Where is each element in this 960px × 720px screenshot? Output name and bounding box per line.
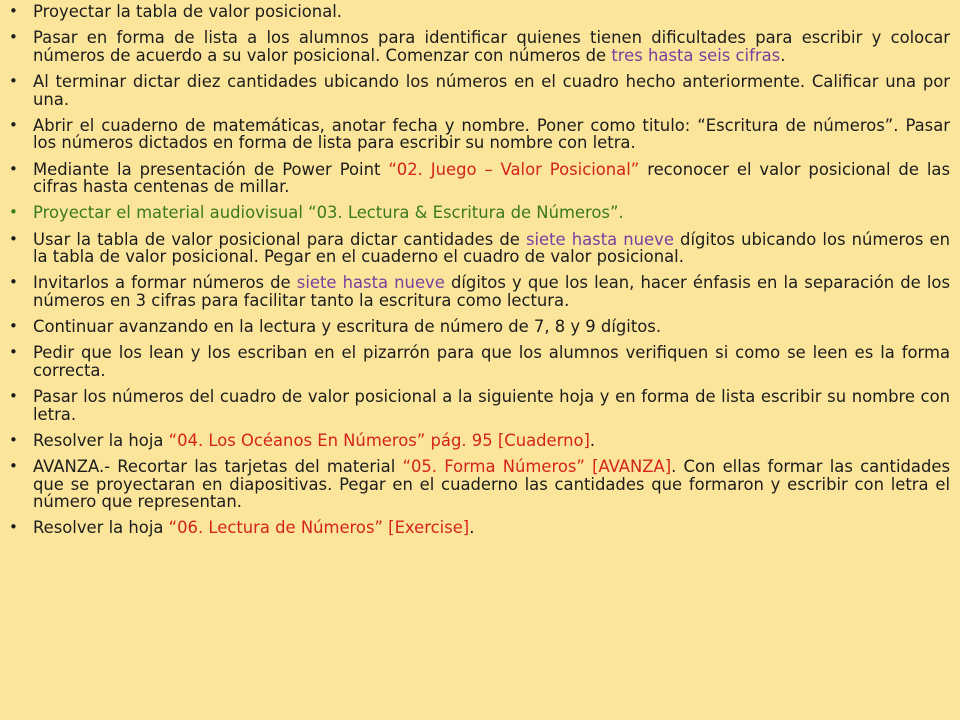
list-item: [8, 29, 950, 64]
list-item: [8, 388, 950, 423]
bullet-icon: •: [9, 203, 18, 222]
highlighted-text: siete hasta nueve: [525, 229, 674, 249]
list-item: [8, 73, 950, 108]
bullet-icon: •: [9, 387, 18, 406]
bullet-icon: •: [9, 159, 18, 178]
item-text: AVANZA.- Recortar las tarjetas del material: [33, 457, 403, 476]
list-item: [8, 161, 950, 196]
item-text: .: [469, 518, 475, 538]
highlighted-text: Proyectar el material audiovisual “03. Lectura & Escritura de Números”.: [33, 203, 624, 223]
item-text: Continuar avanzando en la lectura y escritura de número de 7, 8 y 9 dígitos.: [33, 317, 662, 337]
bullet-icon: •: [9, 2, 18, 20]
list-item: [8, 117, 950, 152]
item-text: Abrir el cuaderno de matemáticas, anotar fecha y nombre. Poner como titulo: “Escritura de números”. Pasar los números dictados en forma de lista para escribir su nombre con letra.: [33, 115, 950, 153]
item-text: Usar la tabla de valor posicional para dictar cantidades de: [33, 229, 526, 249]
item-text: Pasar en forma de lista a los alumnos para identificar quienes tienen dificultades para escribir y colocar números de acuerdo a su valor posicional. Comenzar con números de: [33, 28, 950, 65]
item-text: Mediante la presentación de Power Point: [33, 159, 389, 179]
highlighted-text: “02. Juego – Valor Posicional”: [388, 159, 640, 179]
bullet-icon: •: [9, 457, 18, 475]
item-text: .: [780, 45, 786, 65]
item-text: Proyectar la tabla de valor posicional.: [33, 2, 342, 21]
bullet-icon: •: [9, 430, 18, 449]
list-item: [8, 204, 950, 222]
bullet-icon: •: [9, 115, 18, 134]
list-item: [8, 519, 950, 537]
item-text: .: [589, 430, 596, 450]
highlighted-text: “06. Lectura de Números” [Exercise]: [168, 518, 470, 538]
item-text: Resolver la hoja: [33, 518, 169, 538]
item-text: Pedir que los lean y los escriban en el pizarrón para que los alumnos verifiquen si como se leen es la forma correcta.: [33, 343, 950, 380]
item-text: Pasar los números del cuadro de valor posicional a la siguiente hoja y en forma de lista escribir su nombre con letra.: [33, 387, 950, 424]
highlighted-text: siete hasta nueve: [296, 273, 445, 293]
item-text: . Con ellas formar las cantidades que se proyectaran en diapositivas. Pegar en el cuaderno las cantidades que formaron y escribir con letra el número que representan.: [33, 457, 950, 512]
bullet-icon: •: [9, 317, 18, 336]
bullet-icon: •: [9, 343, 18, 362]
item-text: dígitos y que los lean, hacer énfasis en la separación de los números en 3 cifras para facilitar tanto la escritura como lectura.: [33, 273, 950, 310]
highlighted-text: tres hasta seis cifras: [611, 45, 781, 65]
list-item: [8, 3, 950, 21]
item-text: reconocer el valor posicional de las cifras hasta centenas de millar.: [33, 159, 950, 197]
item-text: dígitos ubicando los números en la tabla de valor posicional. Pegar en el cuaderno el cuadro de valor posicional.: [33, 229, 950, 267]
item-text: Al terminar dictar diez cantidades ubicando los números en el cuadro hecho anteriormente. Calificar una por una.: [33, 71, 950, 109]
list-item: [8, 231, 950, 266]
highlighted-text: “05. Forma Números” [AVANZA]: [402, 457, 672, 476]
list-item: [8, 344, 950, 379]
list-item: [8, 318, 950, 336]
bullet-icon: •: [9, 71, 18, 90]
list-item: [8, 458, 950, 511]
bullet-icon: •: [9, 518, 18, 537]
item-text: Resolver la hoja: [33, 430, 169, 450]
list-item: [8, 432, 950, 450]
highlighted-text: “04. Los Océanos En Números” pág. 95 [Cuaderno]: [168, 430, 590, 450]
item-text: Invitarlos a formar números de: [33, 273, 297, 293]
list-item: [8, 274, 950, 309]
instruction-list: [8, 3, 950, 537]
bullet-icon: •: [9, 273, 18, 292]
bullet-icon: •: [9, 28, 18, 47]
bullet-icon: •: [9, 229, 18, 248]
